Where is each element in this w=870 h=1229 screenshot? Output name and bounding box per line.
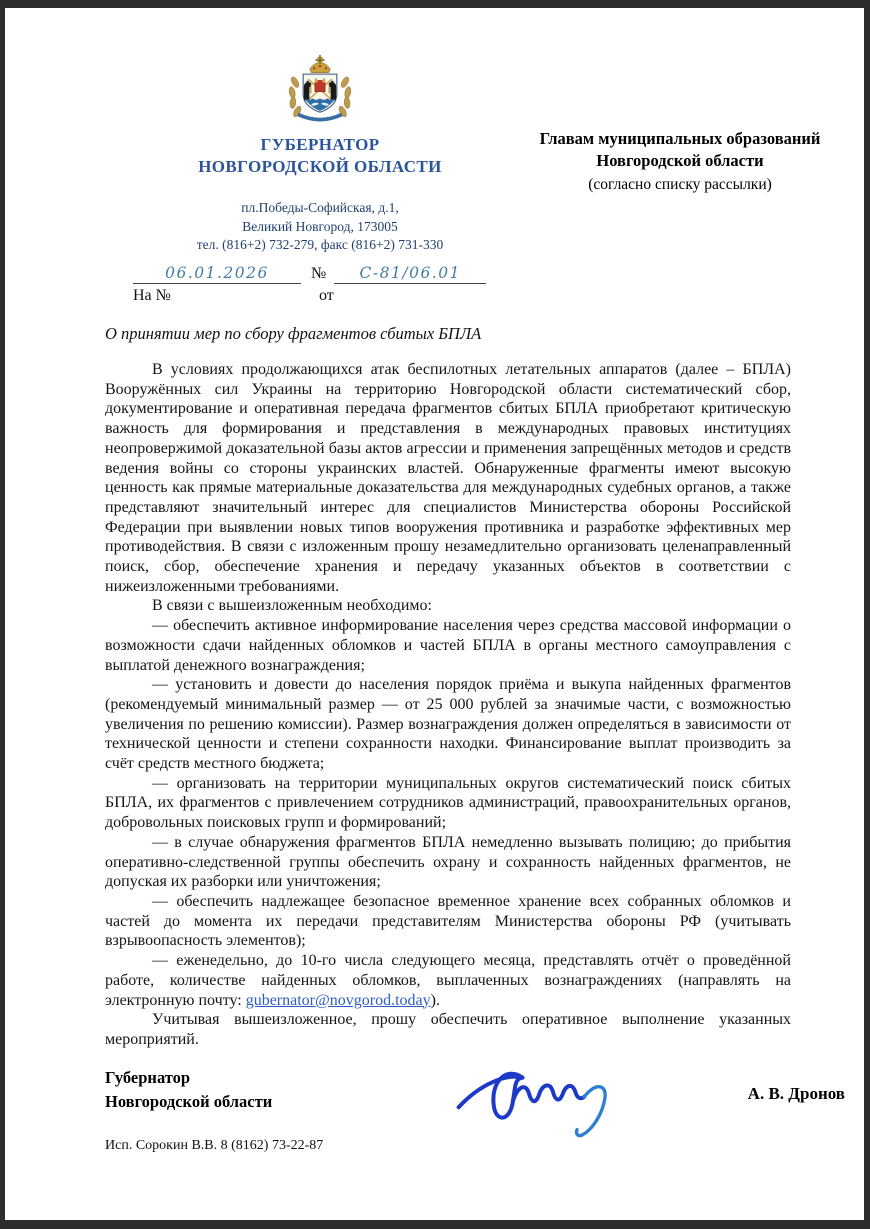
address-line3: тел. (816+2) 732-279, факс (816+2) 731-330 <box>196 237 444 252</box>
bullet-reward-procedure: — установить и довести до населения порядок приёма и выкупа найденных фрагментов (рекомендуемый минимальный размер — от 25 000 рублей за значимые части, с возможностью увеличения по решению комиссии). Размер вознаграждения должен определяться в зависимости от технической ценности и степени сохранности находки. Финансирование выплат производить за счёт средств местного бюджета; <box>105 676 791 773</box>
paragraph-lead-in: В связи с вышеизложенным необходимо: <box>152 597 432 615</box>
paragraph-intro: В условиях продолжающихся атак беспилотных летательных аппаратов (далее – БПЛА) Вооружённых сил Украины на территорию Новгородской области систематический сбор, документирование и оперативная передача фрагментов сбитых БПЛА приобретают критическую важность для формирования и представления в международных правовых институциях неопровержимой доказательной базы актов агрессии и применения запрещённых методов и средств ведения войны со стороны украинских властей. Обнаруженные фрагменты имеют высокую ценность как прямые материальные доказательства для международных судебных органов, а также представляют значительный интерес для специалистов Министерства обороны Российской Федерации при выявлении новых типов вооружения противника и разработке эффективных мер противодействия. В связи с изложенным прошу незамедлительно организовать целенаправленный поиск, сбор, обеспечение хранения и передачу указанных объектов в соответствии с нижеизложенными требованиями. <box>105 361 791 595</box>
reply-to-label: На № <box>133 287 171 304</box>
report-text-post: ). <box>430 991 440 1009</box>
bullet-organize-search: — организовать на территории муниципальных округов систематический поиск сбитых БПЛА, их фрагментов с привлечением сотрудников администраций, правоохранительных органов, добровольных поисковых групп и формирований; <box>105 774 791 832</box>
address-line2: Великий Новгород, 173005 <box>242 218 398 234</box>
signer-position-line2: Новгородской области <box>105 1092 273 1111</box>
bullet-call-police: — в случае обнаружения фрагментов БПЛА немедленно вызывать полицию; до прибытия оперативно-следственной группы обеспечить охрану и сохранность найденных фрагментов, не допуская их разборки или уничтожения; <box>105 833 791 891</box>
bullet-weekly-report <box>105 951 791 1010</box>
report-text-pre: — еженедельно, до 10-го числа следующего месяца, представлять отчёт о проведённой работе, количестве найденных обломков, выплаченных вознаграждениях (направлять на электронную почту: <box>105 952 791 1009</box>
org-name-line1: ГУБЕРНАТОР <box>260 135 380 154</box>
recipient-block <box>487 128 870 195</box>
bullet-safe-storage: — обеспечить надлежащее безопасное временное хранение всех собранных обломков и частей до момента их передачи представителям Министерства обороны РФ (учитывать взрывоопасность элементов); <box>105 892 791 950</box>
address-block <box>105 199 535 255</box>
recipient-line2: Новгородской области <box>596 151 764 170</box>
bullet-inform-population: — обеспечить активное информирование населения через средства массовой информации о возможности сдачи найденных обломков и частей БПЛА в органы местного самоуправления с выплатой денежного вознаграждения; <box>105 617 791 674</box>
org-name-line2: НОВГОРОДСКОЙ ОБЛАСТИ <box>198 157 442 176</box>
signer-position <box>105 1066 272 1114</box>
subject-line: О принятии мер по сбору фрагментов сбитых БПЛА <box>105 324 482 343</box>
number-field: С-81/06.01 <box>334 264 486 284</box>
handwritten-signature-icon <box>445 1056 645 1144</box>
date-field: 06.01.2026 <box>133 264 301 284</box>
paragraph-closing: Учитывая вышеизложенное, прошу обеспечить оперативное выполнение указанных мероприятий. <box>105 1011 791 1048</box>
coat-of-arms-icon <box>276 54 364 128</box>
signer-position-line1: Губернатор <box>105 1068 191 1087</box>
recipient-line3: (согласно списку рассылки) <box>588 176 772 193</box>
executor-note: Исп. Сорокин В.В. 8 (8162) 73-22-87 <box>105 1138 324 1153</box>
address-line1: пл.Победы-Софийская, д.1, <box>241 200 399 215</box>
signer-name: А. В. Дронов <box>747 1084 845 1103</box>
number-sign: № <box>311 265 327 282</box>
email-link[interactable]: gubernator@novgorod.today <box>245 991 431 1009</box>
reply-from-label: от <box>319 287 334 304</box>
reference-line <box>133 264 573 305</box>
recipient-line1: Главам муниципальных образований <box>539 129 821 148</box>
letter-body <box>105 360 791 1050</box>
letterhead <box>105 54 535 255</box>
